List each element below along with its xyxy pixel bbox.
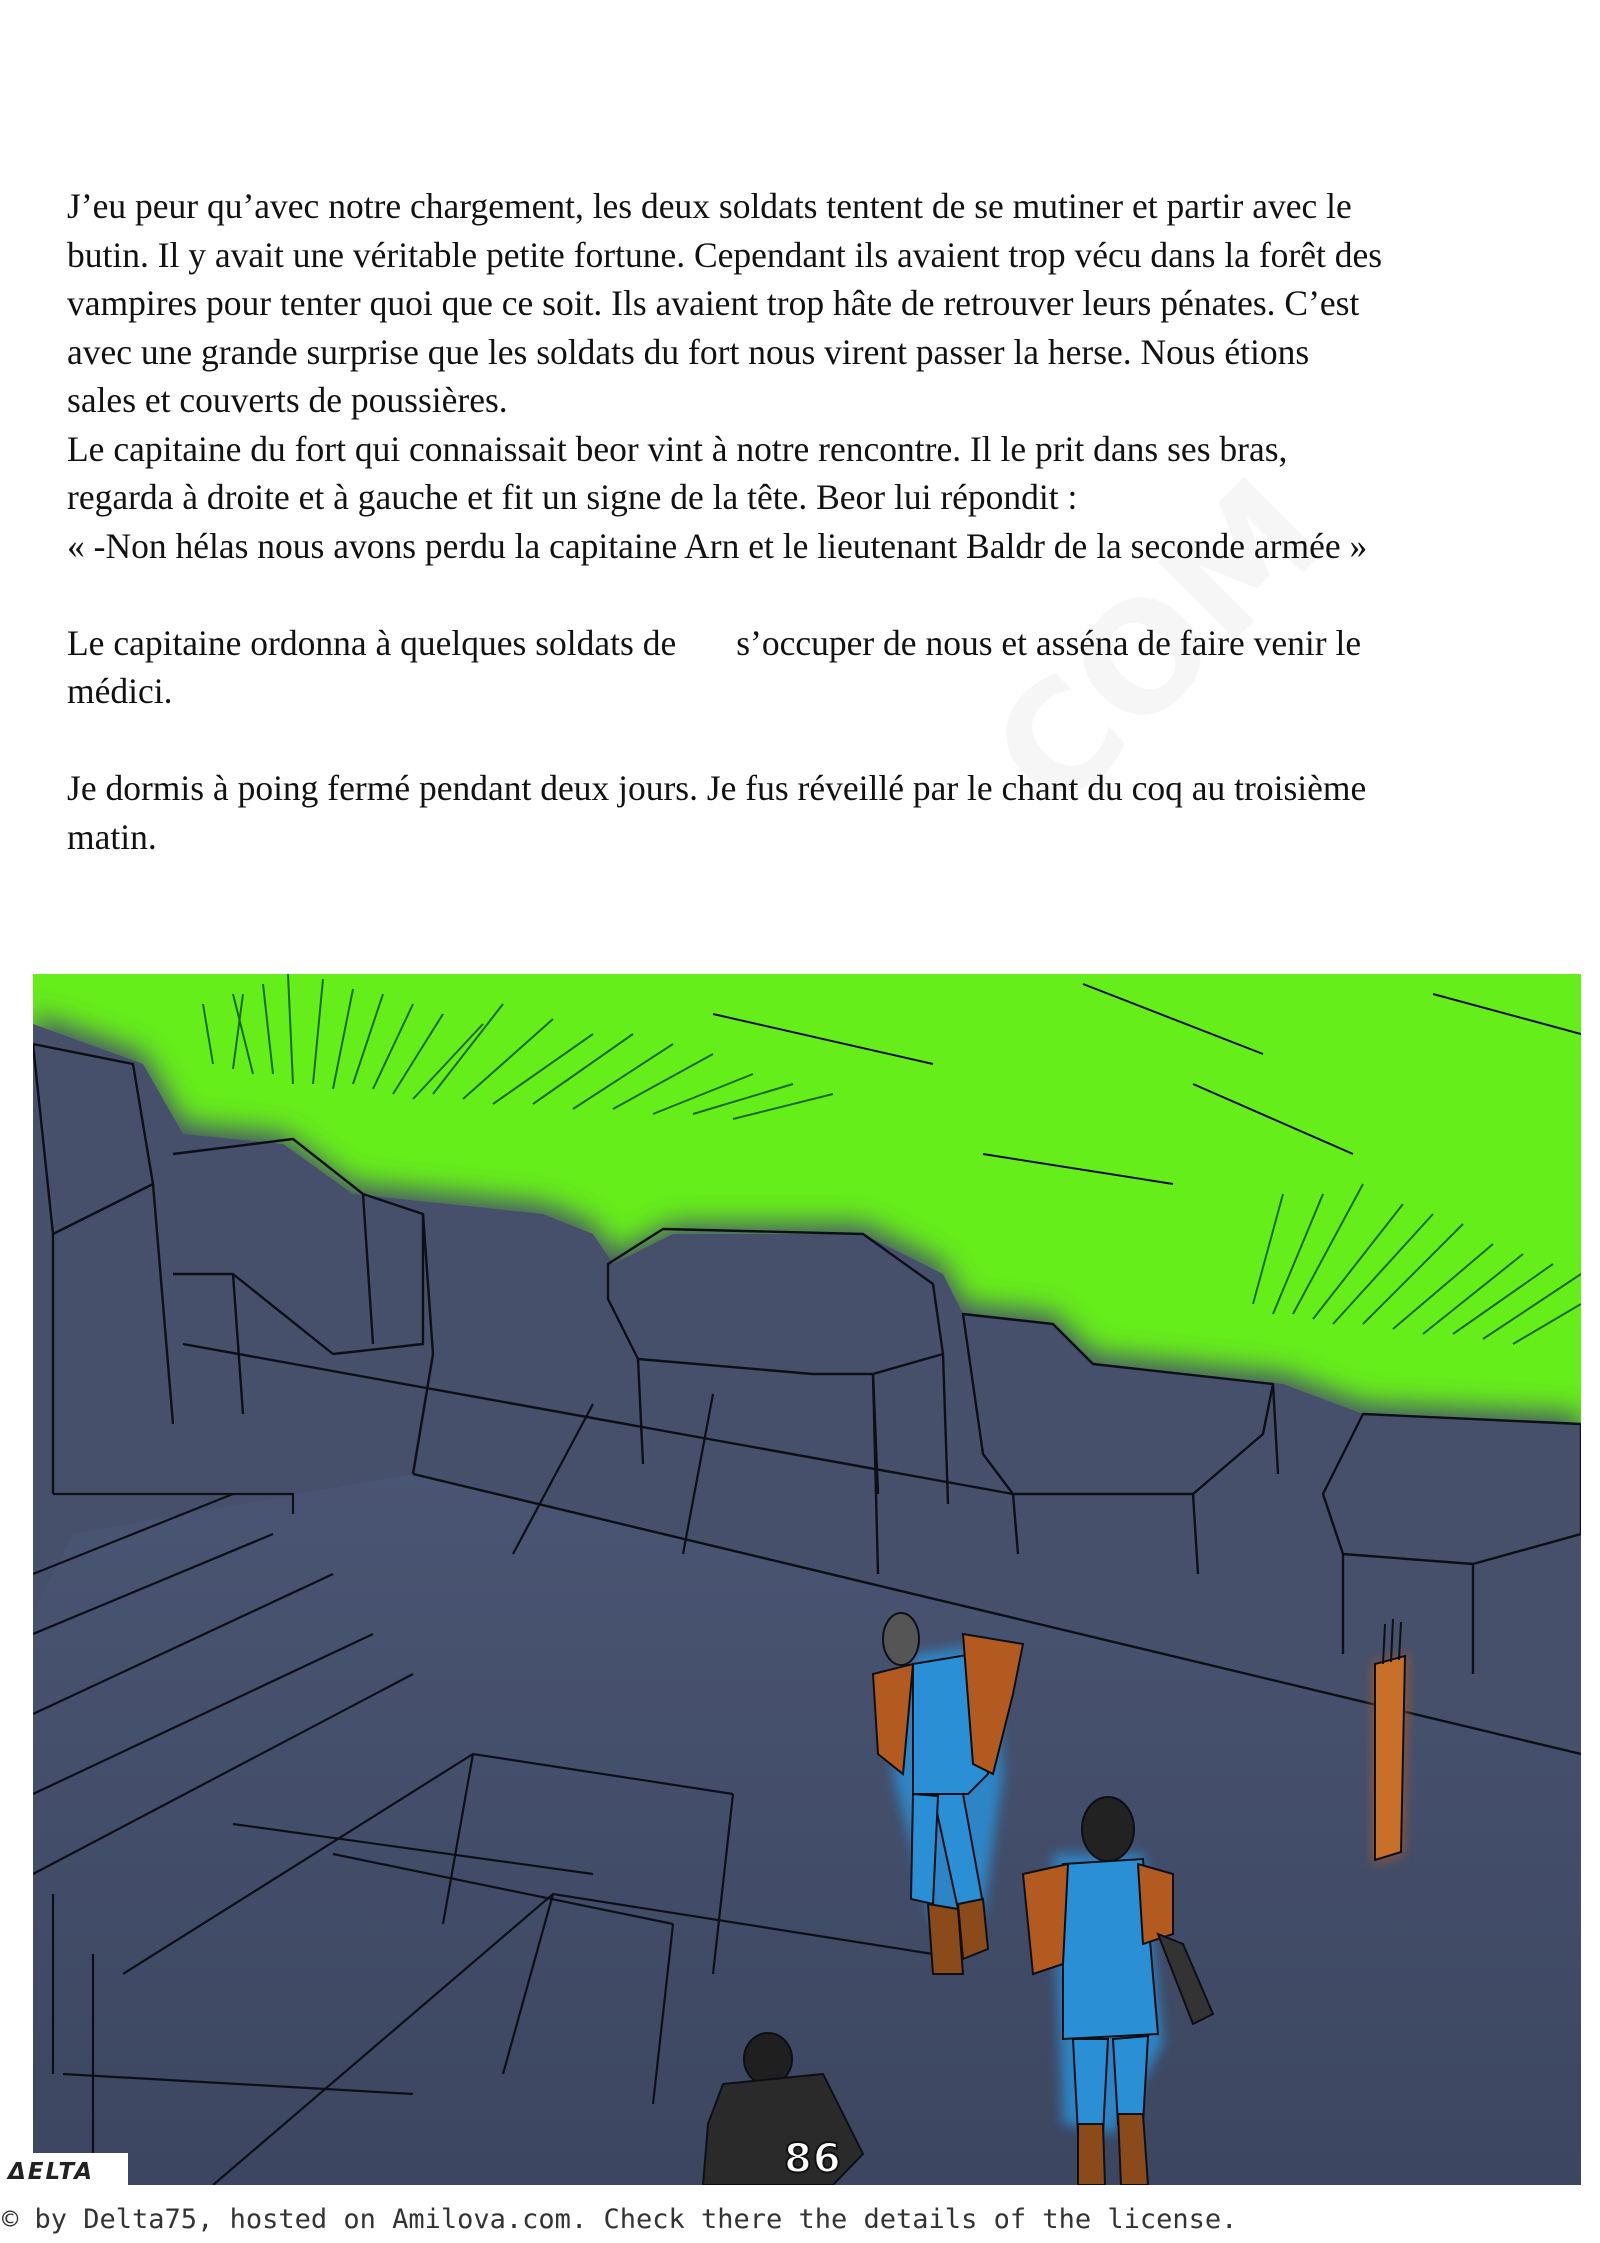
text-line: médici. [67,671,173,711]
page-number: 86 [784,2136,842,2182]
story-text [67,182,1567,861]
text-line: Je dormis à poing fermé pendant deux jours. Je fus réveillé par le chant du coq au troisième [67,768,1367,808]
text-line: matin. [67,816,157,857]
text-line [67,619,1567,668]
panel-illustration [33,974,1581,2185]
text-line: sales et couverts de poussières. [67,380,508,420]
comic-panel [33,974,1581,2185]
paragraph-gap [67,716,1567,765]
license-credit: © by Delta75, hosted on Amilova.com. Check there the details of the license. [2,2204,1238,2235]
text-line: J’eu peur qu’avec notre chargement, les deux soldats tentent de se mutiner et partir avec le [67,186,1352,226]
text-line: avec une grande surprise que les soldats du fort nous virent passer la herse. Nous étions [67,331,1310,372]
text-line: regarda à droite et à gauche et fit un signe de la tête. Beor lui répondit : [67,477,1078,517]
text-line: butin. Il y avait une véritable petite fortune. Cependant ils avaient trop vécu dans la forêt des [67,234,1383,275]
text-fragment: Le capitaine ordonna à quelques soldats de [67,622,677,663]
text-line: vampires pour tenter quoi que ce soit. Ils avaient trop hâte de retrouver leurs pénates. C’est [67,283,1360,323]
text-line: « -Non hélas nous avons perdu la capitaine Arn et le lieutenant Baldr de la seconde armée » [67,525,1368,566]
artist-signature: ΔELTA [0,2153,128,2191]
text-fragment: s’occuper de nous et asséna de faire venir le [736,622,1362,663]
text-line: Le capitaine du fort qui connaissait beor vint à notre rencontre. Il le prit dans ses bras, [67,428,1288,469]
